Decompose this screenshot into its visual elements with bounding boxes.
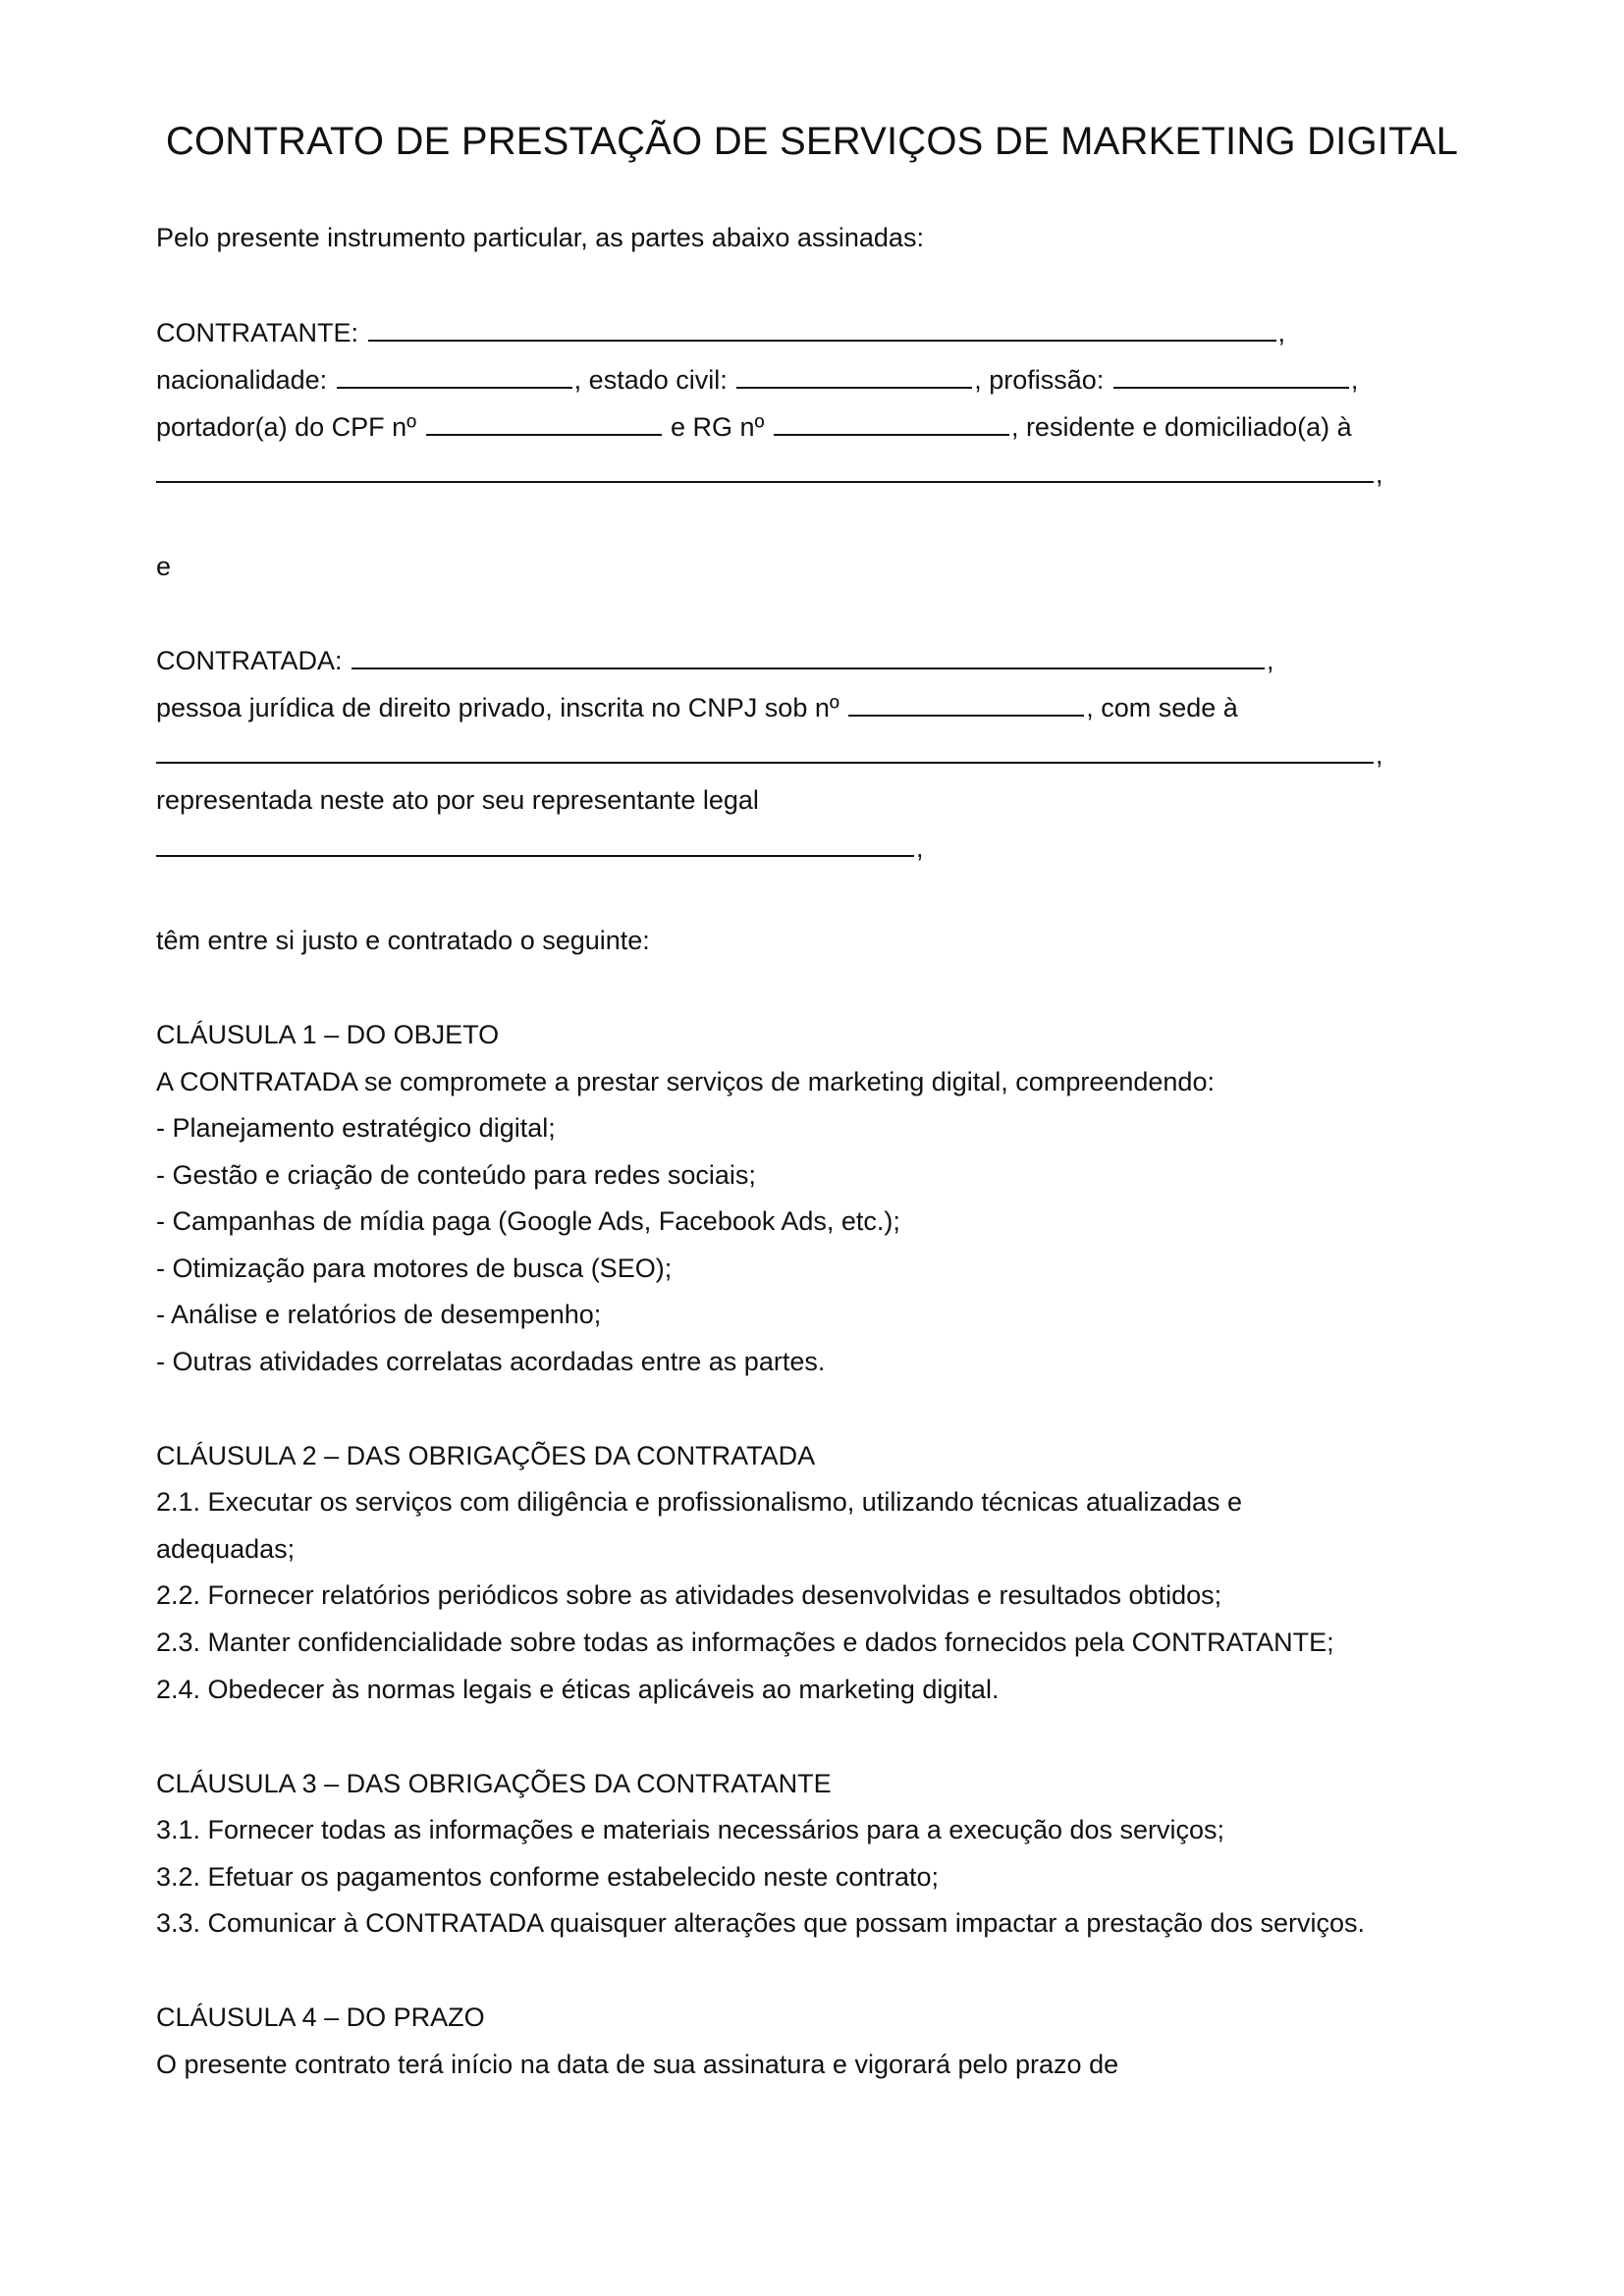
- clause1-intro: A CONTRATADA se compromete a prestar serviços de marketing digital, compreendendo:: [156, 1067, 1215, 1096]
- representante-blank[interactable]: [156, 829, 914, 857]
- endereco-contratante-line: [156, 455, 1383, 492]
- list-item: - Otimização para motores de busca (SEO);: [156, 1254, 673, 1283]
- comma: ,: [1277, 318, 1286, 347]
- comma: ,: [1376, 740, 1383, 770]
- nacionalidade-blank[interactable]: [337, 361, 572, 389]
- clause2-heading: CLÁUSULA 2 – DAS OBRIGAÇÕES DA CONTRATADA: [156, 1441, 816, 1470]
- contratante-name-blank[interactable]: [368, 314, 1276, 342]
- comma: ,: [1376, 459, 1383, 489]
- list-item: 3.2. Efetuar os pagamentos conforme estabelecido neste contrato;: [156, 1862, 939, 1892]
- representada-text: representada neste ato por seu representante legal: [156, 785, 759, 815]
- and-text: e: [156, 552, 172, 581]
- representante-line: [156, 829, 924, 866]
- list-item: 2.1. Executar os serviços com diligência e profissionalismo, utilizando técnicas atualizadas e: [156, 1487, 1243, 1517]
- contratada-name-blank[interactable]: [352, 642, 1265, 669]
- agreement-text: têm entre si justo e contratado o seguinte:: [156, 926, 650, 955]
- intro-text: Pelo presente instrumento particular, as partes abaixo assinadas:: [156, 223, 924, 252]
- list-item: 3.1. Fornecer todas as informações e materiais necessários para a execução dos serviços;: [156, 1815, 1225, 1844]
- list-item: 3.3. Comunicar à CONTRATADA quaisquer alterações que possam impactar a prestação dos serviços.: [156, 1908, 1366, 1938]
- nacionalidade-line: [156, 361, 1358, 398]
- comma: ,: [1267, 646, 1274, 675]
- comma: ,: [916, 833, 924, 863]
- list-item: 2.3. Manter confidencialidade sobre todas as informações e dados fornecidos pela CONTRATANTE;: [156, 1628, 1334, 1657]
- contratada-label: CONTRATADA:: [156, 646, 343, 675]
- endereco-contratada-line: [156, 736, 1383, 773]
- list-item: 2.2. Fornecer relatórios periódicos sobre as atividades desenvolvidas e resultados obtidos;: [156, 1580, 1222, 1610]
- contratante-line: [156, 314, 1285, 350]
- list-item: - Outras atividades correlatas acordadas entre as partes.: [156, 1347, 826, 1376]
- clause4-heading: CLÁUSULA 4 – DO PRAZO: [156, 2002, 485, 2032]
- estado-civil-blank[interactable]: [736, 361, 972, 389]
- endereco-contratante-blank[interactable]: [156, 455, 1374, 483]
- list-item: - Campanhas de mídia paga (Google Ads, Facebook Ads, etc.);: [156, 1206, 900, 1236]
- sede-label: , com sede à: [1086, 693, 1238, 722]
- list-item: adequadas;: [156, 1534, 296, 1564]
- list-item: - Planejamento estratégico digital;: [156, 1113, 556, 1143]
- list-item: 2.4. Obedecer às normas legais e éticas aplicáveis ao marketing digital.: [156, 1675, 1000, 1704]
- rg-blank[interactable]: [774, 408, 1009, 436]
- clause1-heading: CLÁUSULA 1 – DO OBJETO: [156, 1020, 500, 1049]
- documentos-line: [156, 408, 1352, 445]
- profissao-blank[interactable]: [1113, 361, 1349, 389]
- estado-civil-label: , estado civil:: [573, 365, 728, 395]
- contratante-label: CONTRATANTE:: [156, 318, 358, 347]
- cpf-label: portador(a) do CPF nº: [156, 412, 416, 442]
- cnpj-label: pessoa jurídica de direito privado, inscrita no CNPJ sob nº: [156, 693, 839, 722]
- rg-label: e RG nº: [671, 412, 765, 442]
- list-item: - Gestão e criação de conteúdo para redes sociais;: [156, 1160, 756, 1190]
- nacionalidade-label: nacionalidade:: [156, 365, 328, 395]
- residente-label: , residente e domiciliado(a) à: [1010, 412, 1352, 442]
- cnpj-blank[interactable]: [848, 689, 1084, 717]
- cnpj-line: [156, 689, 1238, 725]
- clause3-heading: CLÁUSULA 3 – DAS OBRIGAÇÕES DA CONTRATANTE: [156, 1769, 832, 1798]
- list-item: - Análise e relatórios de desempenho;: [156, 1300, 602, 1329]
- endereco-contratada-blank[interactable]: [156, 736, 1374, 764]
- comma: ,: [1350, 365, 1359, 395]
- clause4-text: O presente contrato terá início na data de sua assinatura e vigorará pelo prazo de: [156, 2050, 1119, 2079]
- profissao-label: , profissão:: [974, 365, 1105, 395]
- contratada-line: [156, 642, 1274, 678]
- cpf-blank[interactable]: [426, 408, 662, 436]
- document-title: CONTRATO DE PRESTAÇÃO DE SERVIÇOS DE MARKETING DIGITAL: [165, 120, 1459, 163]
